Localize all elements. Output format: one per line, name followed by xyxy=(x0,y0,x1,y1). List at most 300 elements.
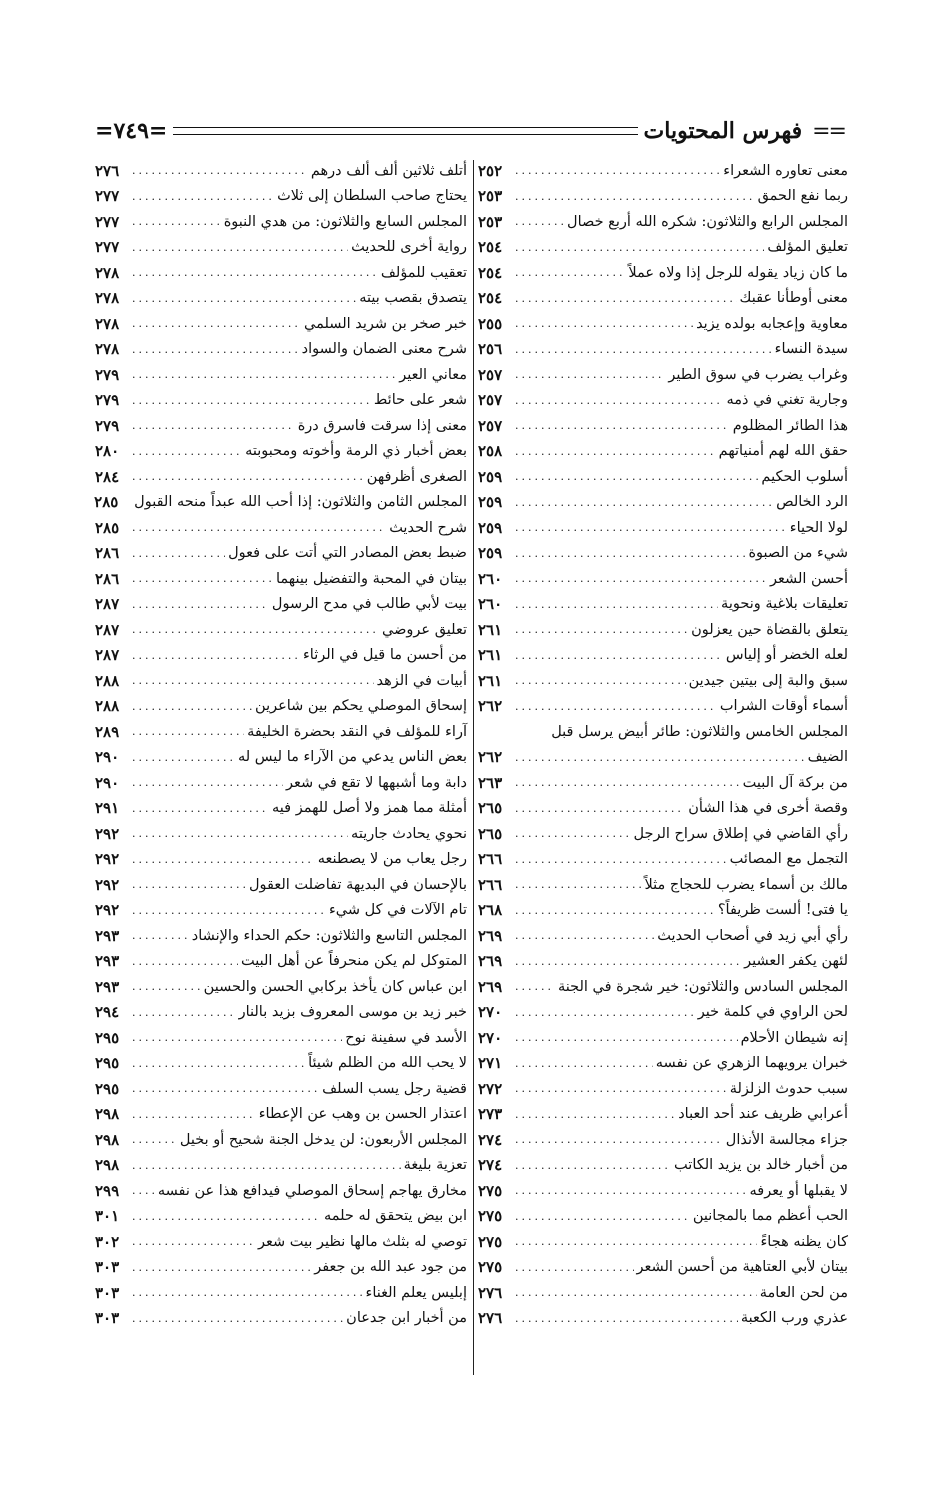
dot-leader xyxy=(515,292,737,305)
dot-leader xyxy=(515,368,665,381)
toc-entry xyxy=(478,847,848,873)
toc-entry xyxy=(95,413,467,439)
toc-entry-page: ٢٨٩ xyxy=(95,722,120,741)
dot-leader xyxy=(132,1006,236,1019)
toc-entry-title: شرح معنى الضمان والسواد xyxy=(301,341,467,358)
page-number-text: ٧٤٩ xyxy=(113,118,149,144)
toc-entry-title: سيدة النساء xyxy=(774,341,848,358)
toc-entry-page: ٢٧٥ xyxy=(478,1181,503,1200)
page-header xyxy=(95,116,845,146)
toc-entry-title: قضية رجل يسب السلف xyxy=(322,1080,467,1097)
toc-entry-page: ٢٩٥ xyxy=(95,1054,120,1073)
dot-leader xyxy=(132,317,301,330)
toc-entry-title: لا يحب الله من الظلم شيئاً xyxy=(308,1055,467,1072)
toc-entry-title: يحتاج صاحب السلطان إلى ثلاث xyxy=(277,188,467,205)
dot-leader xyxy=(515,419,730,432)
dot-leader xyxy=(132,343,299,356)
toc-entry xyxy=(95,847,467,873)
toc-entry-title: تعليق عروضي xyxy=(382,621,467,638)
toc-entry-title: أسماء أوقات الشراب xyxy=(719,698,848,715)
toc-entry xyxy=(478,566,848,592)
dot-leader xyxy=(515,700,717,713)
toc-entry xyxy=(478,362,848,388)
toc-entry-title: اعتذار الحسن بن وهب عن الإعطاء xyxy=(258,1106,467,1123)
dot-leader xyxy=(132,725,244,738)
toc-entry xyxy=(478,1306,848,1332)
toc-entry-page: ٢٥٧ xyxy=(478,365,503,384)
toc-entry xyxy=(95,439,467,465)
dot-leader xyxy=(515,521,787,534)
dot-leader xyxy=(132,674,374,687)
toc-entry-page: ٢٦٠ xyxy=(478,595,503,614)
toc-entry-title: إبليس يعلم الغناء xyxy=(365,1284,467,1301)
toc-entry-title: خبر زيد بن موسى المعروف بزيد بالنار xyxy=(238,1004,467,1021)
dot-leader xyxy=(132,955,238,968)
toc-entry xyxy=(478,949,848,975)
toc-entry xyxy=(478,694,848,720)
toc-entry xyxy=(95,286,467,312)
toc-entry xyxy=(478,1280,848,1306)
toc-entry-title: وجارية تغني في ذمه xyxy=(726,392,848,409)
toc-entry xyxy=(478,974,848,1000)
toc-entry-title: رأي أبي زيد في أصحاب الحديث xyxy=(657,927,848,944)
toc-entry xyxy=(478,1153,848,1179)
toc-entry xyxy=(95,1127,467,1153)
toc-entry xyxy=(95,617,467,643)
toc-entry-title: معنى تعاوره الشعراء xyxy=(723,162,848,179)
toc-entry xyxy=(95,821,467,847)
toc-entry-page: ٢٧٨ xyxy=(95,289,120,308)
dot-leader xyxy=(515,1210,690,1223)
toc-entry xyxy=(478,260,848,286)
toc-entry xyxy=(95,388,467,414)
toc-entry-title: بالإحسان في البديهة تفاضلت العقول xyxy=(248,876,467,893)
toc-entry-page: ٣٠٣ xyxy=(95,1258,120,1277)
toc-entry xyxy=(478,643,848,669)
dot-leader xyxy=(515,190,755,203)
toc-entry xyxy=(95,592,467,618)
toc-entry xyxy=(95,541,467,567)
toc-entry-title: المجلس الثامن والثلاثون: إذا أحب الله عبداً منحه القبول xyxy=(134,494,467,511)
toc-entry-title: أسلوب الحكيم xyxy=(761,468,848,485)
dot-leader xyxy=(132,853,315,866)
toc-entry xyxy=(478,311,848,337)
toc-entry xyxy=(478,541,848,567)
toc-entry-title: شيء من الصبوة xyxy=(748,545,848,562)
toc-entry-page: ٢٥٤ xyxy=(478,289,503,308)
dot-leader xyxy=(515,1108,675,1121)
toc-entry-page: ٢٦٠ xyxy=(478,569,503,588)
toc-entry xyxy=(478,872,848,898)
toc-entry-page: ٢٧٨ xyxy=(95,314,120,333)
toc-entry-page: ٢٦١ xyxy=(478,620,503,639)
toc-entry-page: ٢٥٤ xyxy=(478,263,503,282)
toc-entry-title: المتوكل لم يكن منحرفاً عن أهل البيت xyxy=(240,953,467,970)
toc-entry-page: ٢٧٧ xyxy=(95,187,120,206)
toc-entry xyxy=(95,515,467,541)
toc-entry-page: ٢٥٩ xyxy=(478,493,503,512)
toc-entry-page: ٢٦١ xyxy=(478,646,503,665)
toc-entry xyxy=(95,719,467,745)
dot-leader xyxy=(132,190,274,203)
toc-entry-title: معاني العير xyxy=(399,366,467,383)
dot-leader xyxy=(132,827,348,840)
dot-leader xyxy=(132,1286,363,1299)
toc-entry xyxy=(95,464,467,490)
toc-entry xyxy=(478,490,848,516)
toc-entry-page: ٢٥٧ xyxy=(478,416,503,435)
toc-entry xyxy=(478,719,848,745)
dot-leader xyxy=(515,955,741,968)
dot-leader xyxy=(132,292,356,305)
toc-entry xyxy=(95,1306,467,1332)
dot-leader xyxy=(515,980,555,993)
toc-entry xyxy=(478,1102,848,1128)
toc-entry-page: ٢٧٢ xyxy=(478,1079,503,1098)
dot-leader xyxy=(132,547,225,560)
dot-leader xyxy=(515,215,564,228)
toc-entry-page: ٢٥٩ xyxy=(478,544,503,563)
toc-entry-title: تعزية بليغة xyxy=(403,1157,467,1174)
toc-entry-page: ٢٧٦ xyxy=(478,1283,503,1302)
toc-entry-page: ٢٥٩ xyxy=(478,518,503,537)
toc-entry-page: ٢٩٣ xyxy=(95,977,120,996)
dot-leader xyxy=(515,317,693,330)
toc-entry xyxy=(478,668,848,694)
toc-entry xyxy=(95,1076,467,1102)
toc-entry-title: المجلس الخامس والثلاثون: طائر أبيض يرسل قبل xyxy=(551,723,848,740)
dot-leader xyxy=(515,878,641,891)
dot-leader xyxy=(132,164,308,177)
toc-entry-title: رجل يعاب من لا يصطنعه xyxy=(317,851,467,868)
toc-entry-title: من أحسن ما قيل في الرثاء xyxy=(302,647,467,664)
toc-entry-page: ٢٩١ xyxy=(95,799,120,818)
toc-entry-title: التجمل مع المصائب xyxy=(729,851,848,868)
toc-entry xyxy=(95,490,467,516)
dot-leader xyxy=(515,1057,653,1070)
toc-entry xyxy=(95,566,467,592)
toc-entry-page: ٢٧١ xyxy=(478,1054,503,1073)
toc-entry-title: معنى إذا سرقت فاسرق درة xyxy=(297,417,467,434)
dot-leader xyxy=(132,598,269,611)
toc-entry-title: سبق والبة إلى بيتين جيدين xyxy=(688,672,848,689)
toc-entry-title: المجلس التاسع والثلاثون: حكم الحداء والإنشاد xyxy=(191,927,467,944)
toc-entry-page: ٢٧٥ xyxy=(478,1232,503,1251)
toc-entry-page: ٢٨٨ xyxy=(95,697,120,716)
toc-entry-title: يتعلق بالقضاة حين يعزلون xyxy=(691,621,848,638)
toc-entry-page: ٢٥٣ xyxy=(478,212,503,231)
toc-entry-title: سبب حدوث الزلزلة xyxy=(729,1080,848,1097)
toc-entry-page: ٢٨٥ xyxy=(94,493,119,512)
toc-entry xyxy=(95,974,467,1000)
toc-right-column xyxy=(478,158,848,1331)
toc-entry xyxy=(478,337,848,363)
toc-entry-page: ٢٧٤ xyxy=(478,1156,503,1175)
toc-entry-title: حقق الله لهم أمنياتهم xyxy=(718,443,848,460)
toc-entry-page: ٢٨٥ xyxy=(95,518,120,537)
toc-entry-title: لا يقبلها أو يعرفه xyxy=(749,1182,848,1199)
toc-entry-title: الرد الخالص xyxy=(776,494,848,511)
toc-entry-title: وقصة أخرى في هذا الشأن xyxy=(688,800,848,817)
toc-entry xyxy=(478,515,848,541)
title-dash-ornament: == xyxy=(812,118,845,144)
dot-leader xyxy=(515,572,767,585)
toc-entry-page: ٢٥٨ xyxy=(478,442,503,461)
dot-leader xyxy=(515,1184,746,1197)
dot-leader xyxy=(515,674,686,687)
toc-entry-page: ٢٧٠ xyxy=(478,1028,503,1047)
dot-leader xyxy=(515,470,758,483)
toc-entry-title: بيتان لأبي العتاهية من أحسن الشعر xyxy=(636,1259,848,1276)
toc-entry xyxy=(478,1000,848,1026)
toc-entry xyxy=(478,923,848,949)
dot-leader xyxy=(132,1312,343,1325)
toc-entry-page: ٢٦٩ xyxy=(478,952,503,971)
toc-entry-title: مخارق يهاجم إسحاق الموصلي فيدافع هذا عن نفسه xyxy=(157,1182,467,1199)
toc-entry xyxy=(478,898,848,924)
toc-entry-title: دابة وما أشبهها لا تقع في شعر xyxy=(286,774,467,791)
dot-leader xyxy=(132,980,201,993)
toc-entry-title: لئهن يكفر العشير xyxy=(744,953,848,970)
dot-leader xyxy=(515,1235,757,1248)
toc-entry-page: ٢٩٣ xyxy=(95,952,120,971)
toc-entry xyxy=(478,1178,848,1204)
toc-entry-page: ٣٠٢ xyxy=(95,1232,120,1251)
toc-entry xyxy=(95,668,467,694)
dot-leader xyxy=(515,1006,695,1019)
toc-entry-title: أتلف ثلاثين ألف ألف درهم xyxy=(310,162,467,179)
dot-leader xyxy=(515,776,740,789)
toc-entry-page: ٢٩٢ xyxy=(95,824,120,843)
page-number: =٧٤٩= xyxy=(95,118,168,144)
dot-leader xyxy=(132,904,326,917)
toc-entry-page: ٢٨٠ xyxy=(95,442,120,461)
toc-entry-title: ابن عباس كان يأخذ بركابي الحسن والحسين xyxy=(203,978,467,995)
toc-entry-page: ٢٧٩ xyxy=(95,416,120,435)
dot-leader xyxy=(132,751,235,764)
toc-entry-page: ٢٧٧ xyxy=(95,212,120,231)
toc-entry-title: ابن بيض يتحقق له حلمه xyxy=(323,1208,467,1225)
toc-entry-title: هذا الطائر المظلوم xyxy=(732,417,848,434)
toc-entry xyxy=(95,1025,467,1051)
toc-entry xyxy=(478,158,848,184)
dot-leader xyxy=(132,1133,177,1146)
toc-entry-page: ٢٦٥ xyxy=(478,824,503,843)
dot-leader xyxy=(132,266,378,279)
running-title xyxy=(644,118,845,144)
toc-entry-title: تعليق المؤلف xyxy=(767,239,848,256)
dot-leader xyxy=(132,1082,319,1095)
toc-entry-page: ٢٩٠ xyxy=(95,773,120,792)
toc-entry xyxy=(95,158,467,184)
toc-entry-title: ضبط بعض المصادر التي أتت على فعول xyxy=(228,545,467,562)
dot-leader xyxy=(515,1261,634,1274)
toc-entry-title: من أخبار خالد بن يزيد الكاتب xyxy=(674,1157,848,1174)
toc-entry xyxy=(95,337,467,363)
toc-entry-title: إنه شيطان الأحلام xyxy=(740,1029,848,1046)
toc-entry xyxy=(95,1204,467,1230)
toc-entry-page: ٢٦٢ xyxy=(478,697,503,716)
toc-entry xyxy=(478,1229,848,1255)
toc-entry xyxy=(478,184,848,210)
dot-leader xyxy=(515,649,723,662)
toc-entry-page: ٢٨٦ xyxy=(95,569,120,588)
toc-entry-title: رواية أخرى للحديث xyxy=(351,239,467,256)
dot-leader xyxy=(515,394,723,407)
toc-entry-title: لحن الراوي في كلمة خير xyxy=(697,1004,848,1021)
toc-entry xyxy=(95,898,467,924)
toc-entry xyxy=(95,872,467,898)
toc-entry-page: ٢٩٢ xyxy=(95,875,120,894)
toc-entry-page: ٣٠٣ xyxy=(95,1283,120,1302)
dot-leader xyxy=(132,802,269,815)
toc-entry-title: توصي له بثلث مالها نظير بيت شعر xyxy=(257,1233,467,1250)
toc-entry xyxy=(478,592,848,618)
toc-entry-page: ٢٩٢ xyxy=(95,850,120,869)
toc-entry xyxy=(95,311,467,337)
toc-entry-page: ٢٩٢ xyxy=(95,901,120,920)
toc-entry-title: خبران يرويهما الزهري عن نفسه xyxy=(655,1055,848,1072)
dot-leader xyxy=(515,1312,738,1325)
toc-entry-title: مالك بن أسماء يضرب للحجاج مثلاً xyxy=(644,876,848,893)
toc-entry-title: أعرابي ظريف عند أحد العباد xyxy=(678,1106,848,1123)
toc-entry-page: ٢٦٣ xyxy=(478,773,503,792)
toc-entry-page: ٣٠١ xyxy=(95,1207,120,1226)
toc-entry-title: الحب أعظم مما بالمجانين xyxy=(692,1208,848,1225)
toc-entry xyxy=(95,1178,467,1204)
dot-leader xyxy=(132,368,396,381)
toc-entry-title: بيت لأبي طالب في مدح الرسول xyxy=(271,596,467,613)
toc-entry xyxy=(478,439,848,465)
toc-entry-title: من لحن العامة xyxy=(759,1284,848,1301)
toc-entry-page: ٢٧٠ xyxy=(478,1003,503,1022)
toc-entry xyxy=(95,1280,467,1306)
toc-entry-page: ٢٨٧ xyxy=(95,595,120,614)
dot-leader xyxy=(132,215,221,228)
toc-entry-title: الضيف xyxy=(807,749,848,766)
toc-entry-title: أمثلة مما همز ولا أصل للهمز فيه xyxy=(272,800,467,817)
dot-leader xyxy=(515,266,625,279)
toc-entry-page: ٢٩٠ xyxy=(95,748,120,767)
toc-entry-page: ٢٥٤ xyxy=(478,238,503,257)
toc-entry-page: ٢٨٨ xyxy=(95,671,120,690)
toc-entry-page: ٢٦٨ xyxy=(478,901,503,920)
toc-entry xyxy=(478,770,848,796)
toc-entry xyxy=(95,209,467,235)
toc-entry-page: ٢٩٩ xyxy=(95,1181,120,1200)
toc-entry-page: ٢٧٤ xyxy=(478,1130,503,1149)
toc-left-column xyxy=(95,158,467,1331)
toc-entry-title: معاوية وإعجابه بولده يزيد xyxy=(696,315,848,332)
toc-entry xyxy=(478,796,848,822)
toc-entry xyxy=(95,260,467,286)
toc-entry-title: يا فتى! ألست ظريفاً؟ xyxy=(717,902,848,919)
dot-leader xyxy=(132,1261,311,1274)
dot-leader xyxy=(515,1082,727,1095)
dot-leader xyxy=(515,1286,757,1299)
toc-entry xyxy=(95,1255,467,1281)
running-title-text: فهرس المحتويات xyxy=(643,118,803,144)
toc-entry-page: ٢٥٩ xyxy=(478,467,503,486)
toc-entry-title: من بركة آل البيت xyxy=(742,774,848,791)
toc-entry-page: ٢٩٥ xyxy=(95,1079,120,1098)
toc-entry-title: خبر صخر بن شريد السلمي xyxy=(304,315,467,332)
toc-entry-page: ٢٦٥ xyxy=(478,799,503,818)
toc-entry-title: الأسد في سفينة نوح xyxy=(345,1029,467,1046)
toc-entry-page: ٢٨٧ xyxy=(95,646,120,665)
toc-entry-title: المجلس الرابع والثلاثون: شكره الله أربع خصال xyxy=(567,213,848,230)
toc-entry xyxy=(95,949,467,975)
toc-entry xyxy=(95,796,467,822)
dot-leader xyxy=(515,853,727,866)
toc-entry xyxy=(478,821,848,847)
toc-entry xyxy=(478,1051,848,1077)
dot-leader xyxy=(515,496,773,509)
dot-leader xyxy=(515,241,764,254)
toc-entry-title: لعله الخضر أو إلياس xyxy=(725,647,848,664)
toc-entry xyxy=(95,1051,467,1077)
dot-leader xyxy=(515,1031,738,1044)
toc-entry-page: ٢٦١ xyxy=(478,671,503,690)
toc-entry xyxy=(95,1102,467,1128)
toc-entry-page: ٢٨٤ xyxy=(95,467,120,486)
toc-entry-title: جزاء مجالسة الأنذال xyxy=(725,1131,848,1148)
toc-entry-page: ٢٥٦ xyxy=(478,340,503,359)
dot-leader xyxy=(132,1108,256,1121)
dot-leader xyxy=(515,827,631,840)
toc-entry-page: ٢٨٧ xyxy=(95,620,120,639)
toc-entry-title: شرح الحديث xyxy=(389,519,467,536)
dot-leader xyxy=(132,394,371,407)
toc-entry-title: وغراب يضرب في سوق الطير xyxy=(668,366,848,383)
dot-leader xyxy=(132,1031,342,1044)
dot-leader xyxy=(515,547,745,560)
dot-leader xyxy=(515,802,685,815)
toc-entry-page: ٢٧٧ xyxy=(95,238,120,257)
toc-entry-page: ٢٧٩ xyxy=(95,391,120,410)
column-divider xyxy=(473,160,474,1375)
toc-entry-title: المجلس السادس والثلاثون: خير شجرة في الجنة xyxy=(557,978,848,995)
toc-entry-title: عذري ورب الكعبة xyxy=(740,1310,848,1327)
dot-leader xyxy=(132,445,242,458)
toc-entry xyxy=(95,1229,467,1255)
toc-entry xyxy=(95,362,467,388)
toc-entry-title: معنى أوطأنا عقبك xyxy=(739,290,848,307)
toc-entry xyxy=(95,745,467,771)
toc-entry-title: ما كان زياد يقوله للرجل إذا ولاه عملاً xyxy=(628,264,848,281)
toc-entry-title: إسحاق الموصلي يحكم بين شاعرين xyxy=(255,698,467,715)
toc-entry-title: من أخبار ابن جدعان xyxy=(346,1310,467,1327)
toc-entry xyxy=(478,388,848,414)
toc-entry-title: رأي القاضي في إطلاق سراح الرجل xyxy=(633,825,848,842)
dot-leader xyxy=(515,598,718,611)
dot-leader xyxy=(132,241,348,254)
toc-entry-page: ٢٧٦ xyxy=(95,161,120,180)
dot-leader xyxy=(515,904,715,917)
toc-entry xyxy=(95,184,467,210)
toc-entry-page: ٢٧٨ xyxy=(95,263,120,282)
dot-leader xyxy=(132,623,379,636)
toc-entry-title: تعليقات بلاغية ونحوية xyxy=(721,596,848,613)
dot-leader xyxy=(132,878,246,891)
toc-entry-page: ٢٩٨ xyxy=(95,1105,120,1124)
dot-leader xyxy=(515,751,805,764)
toc-entry-page: ٢٨٦ xyxy=(95,544,120,563)
toc-entry-page: ٢٦٩ xyxy=(478,977,503,996)
toc-entry xyxy=(478,235,848,261)
toc-entry-title: أبيات في الزهد xyxy=(376,672,467,689)
toc-entry-page: ٢٧٣ xyxy=(478,1105,503,1124)
